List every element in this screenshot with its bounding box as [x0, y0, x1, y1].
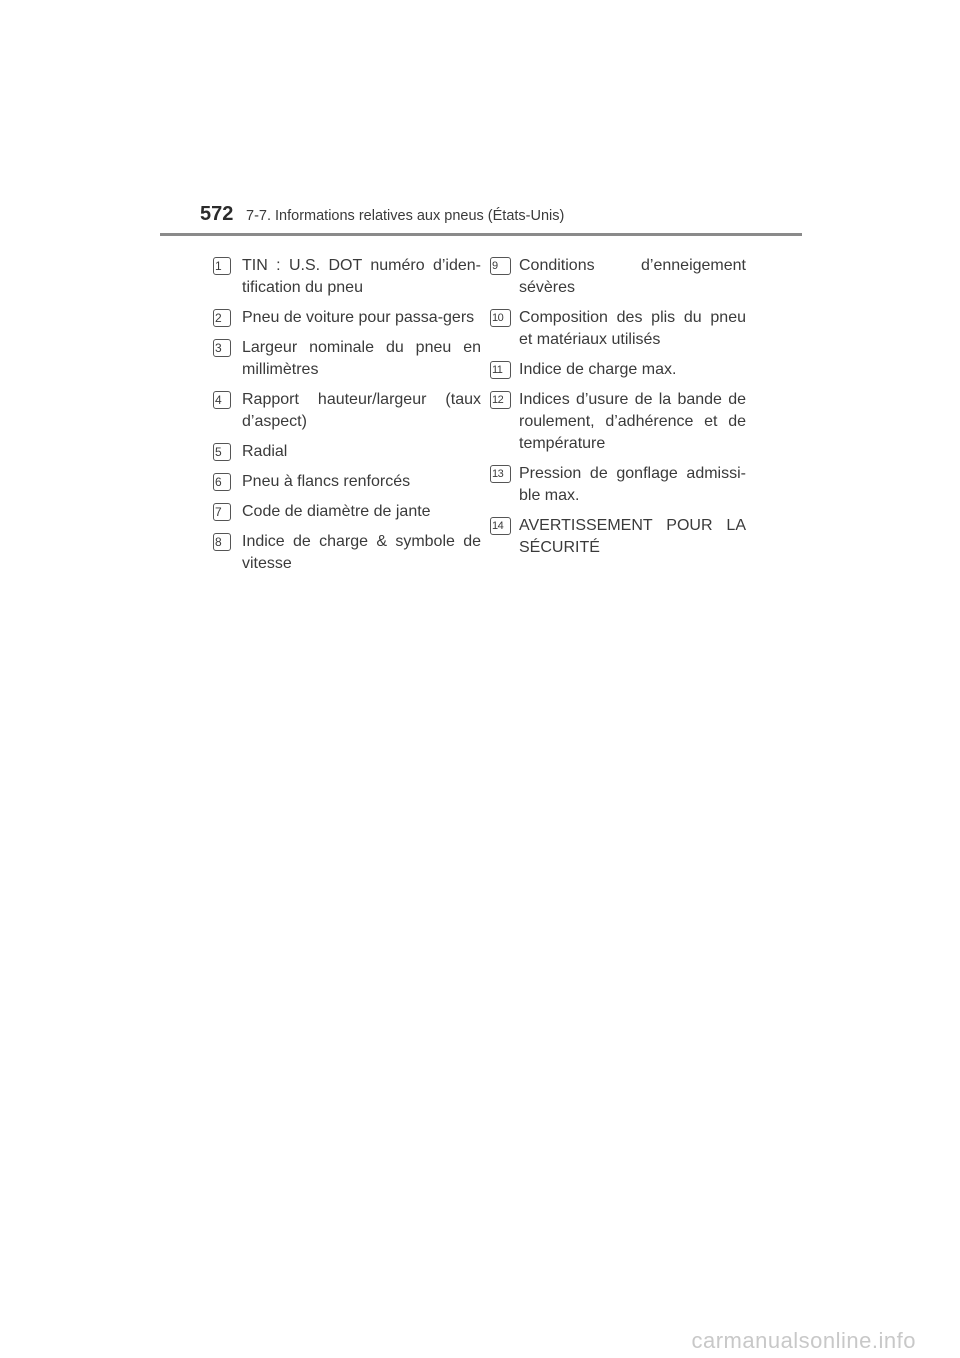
item-text: AVERTISSEMENT POUR LA SÉCURITÉ [519, 517, 746, 556]
legend-column-left [213, 255, 481, 583]
item-text: Indice de charge & symbole de vitesse [242, 533, 481, 572]
item-number-badge: 5 [213, 443, 231, 461]
legend-item [490, 307, 746, 351]
item-text: Pneu de voiture pour passa-gers [242, 309, 475, 326]
watermark-link[interactable]: carmanualsonline.info [691, 1328, 916, 1353]
item-number-badge: 9 [490, 257, 511, 275]
item-text: Composition des plis du pneu et matériaux utilisés [519, 309, 746, 348]
item-text: Code de diamètre de jante [242, 503, 431, 520]
item-number-badge: 1 [213, 257, 231, 275]
item-text: Largeur nominale du pneu en millimètres [242, 339, 481, 378]
legend-item [213, 255, 481, 299]
item-number-badge: 13 [490, 465, 511, 483]
legend-item [213, 531, 481, 575]
legend-item [213, 307, 481, 329]
item-number-badge: 3 [213, 339, 231, 357]
legend-item [490, 389, 746, 455]
item-text: TIN : U.S. DOT numéro d’iden-tification du pneu [242, 257, 481, 296]
item-text: Pression de gonflage admissi-ble max. [519, 465, 746, 504]
item-number-badge: 7 [213, 503, 231, 521]
legend-item [213, 337, 481, 381]
item-number-badge: 2 [213, 309, 231, 327]
item-text: Rapport hauteur/largeur (taux d’aspect) [242, 391, 481, 430]
legend-item [213, 441, 481, 463]
legend-item [213, 389, 481, 433]
header-divider [160, 233, 802, 236]
item-text: Pneu à flancs renforcés [242, 473, 411, 490]
legend-column-right [490, 255, 746, 567]
legend-item [490, 463, 746, 507]
legend-item [490, 255, 746, 299]
page-number: 572 [200, 203, 234, 225]
item-number-badge: 10 [490, 309, 511, 327]
legend-item [213, 471, 481, 493]
legend-item [490, 515, 746, 559]
item-number-badge: 12 [490, 391, 511, 409]
item-number-badge: 4 [213, 391, 231, 409]
item-text: Conditions d’enneigement sévères [519, 257, 746, 296]
item-text: Indices d’usure de la bande de roulement, d’adhérence et de température [519, 391, 746, 452]
item-number-badge: 11 [490, 361, 511, 379]
section-title: 7-7. Informations relatives aux pneus (États-Unis) [246, 208, 565, 224]
legend-item [490, 359, 746, 381]
item-text: Radial [242, 443, 288, 460]
item-number-badge: 14 [490, 517, 511, 535]
item-text: Indice de charge max. [519, 361, 677, 378]
item-number-badge: 8 [213, 533, 231, 551]
legend-item [213, 501, 481, 523]
item-number-badge: 6 [213, 473, 231, 491]
